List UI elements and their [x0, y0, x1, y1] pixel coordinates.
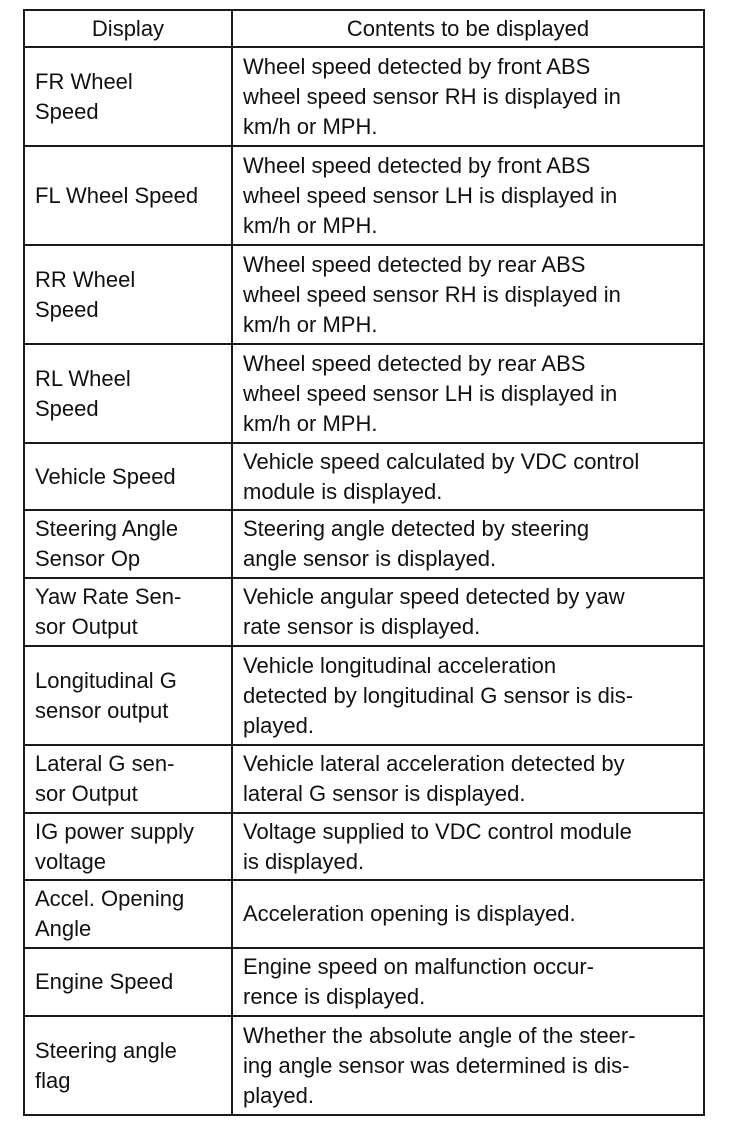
contents-cell: Voltage supplied to VDC control module is displayed.: [232, 813, 704, 880]
contents-cell: Wheel speed detected by front ABS wheel speed sensor LH is displayed in km/h or MPH.: [232, 146, 704, 245]
display-cell: RL Wheel Speed: [24, 344, 232, 443]
table-row: [24, 813, 704, 880]
header-display: Display: [24, 10, 232, 47]
display-cell: Yaw Rate Sen- sor Output: [24, 578, 232, 646]
display-cell: Vehicle Speed: [24, 443, 232, 510]
contents-cell: Steering angle detected by steering angle sensor is displayed.: [232, 510, 704, 578]
table-row: [24, 880, 704, 948]
display-cell: Steering angle flag: [24, 1016, 232, 1115]
display-cell: Engine Speed: [24, 948, 232, 1016]
table-row: [24, 443, 704, 510]
table-row: [24, 1016, 704, 1115]
table-row: [24, 646, 704, 745]
table-row: [24, 245, 704, 344]
table-header-row: [24, 10, 704, 47]
table-row: [24, 578, 704, 646]
display-cell: FL Wheel Speed: [24, 146, 232, 245]
contents-cell: Vehicle lateral acceleration detected by lateral G sensor is displayed.: [232, 745, 704, 813]
display-cell: FR Wheel Speed: [24, 47, 232, 146]
display-cell: Accel. Opening Angle: [24, 880, 232, 948]
contents-cell: Vehicle speed calculated by VDC control module is displayed.: [232, 443, 704, 510]
contents-cell: Acceleration opening is displayed.: [232, 880, 704, 948]
display-cell: Steering Angle Sensor Op: [24, 510, 232, 578]
display-cell: IG power supply voltage: [24, 813, 232, 880]
table-row: [24, 146, 704, 245]
table-row: [24, 344, 704, 443]
contents-cell: Wheel speed detected by rear ABS wheel speed sensor RH is displayed in km/h or MPH.: [232, 245, 704, 344]
display-cell: RR Wheel Speed: [24, 245, 232, 344]
contents-cell: Wheel speed detected by front ABS wheel speed sensor RH is displayed in km/h or MPH.: [232, 47, 704, 146]
header-contents: Contents to be displayed: [232, 10, 704, 47]
contents-cell: Wheel speed detected by rear ABS wheel speed sensor LH is displayed in km/h or MPH.: [232, 344, 704, 443]
table-row: [24, 948, 704, 1016]
table-row: [24, 47, 704, 146]
table-row: [24, 745, 704, 813]
contents-cell: Whether the absolute angle of the steer- ing angle sensor was determined is dis- played.: [232, 1016, 704, 1115]
data-monitor-table: [23, 9, 705, 1116]
contents-cell: Vehicle angular speed detected by yaw rate sensor is displayed.: [232, 578, 704, 646]
contents-cell: Vehicle longitudinal acceleration detected by longitudinal G sensor is dis- played.: [232, 646, 704, 745]
contents-cell: Engine speed on malfunction occur- rence is displayed.: [232, 948, 704, 1016]
table-row: [24, 510, 704, 578]
display-cell: Longitudinal G sensor output: [24, 646, 232, 745]
display-cell: Lateral G sen- sor Output: [24, 745, 232, 813]
